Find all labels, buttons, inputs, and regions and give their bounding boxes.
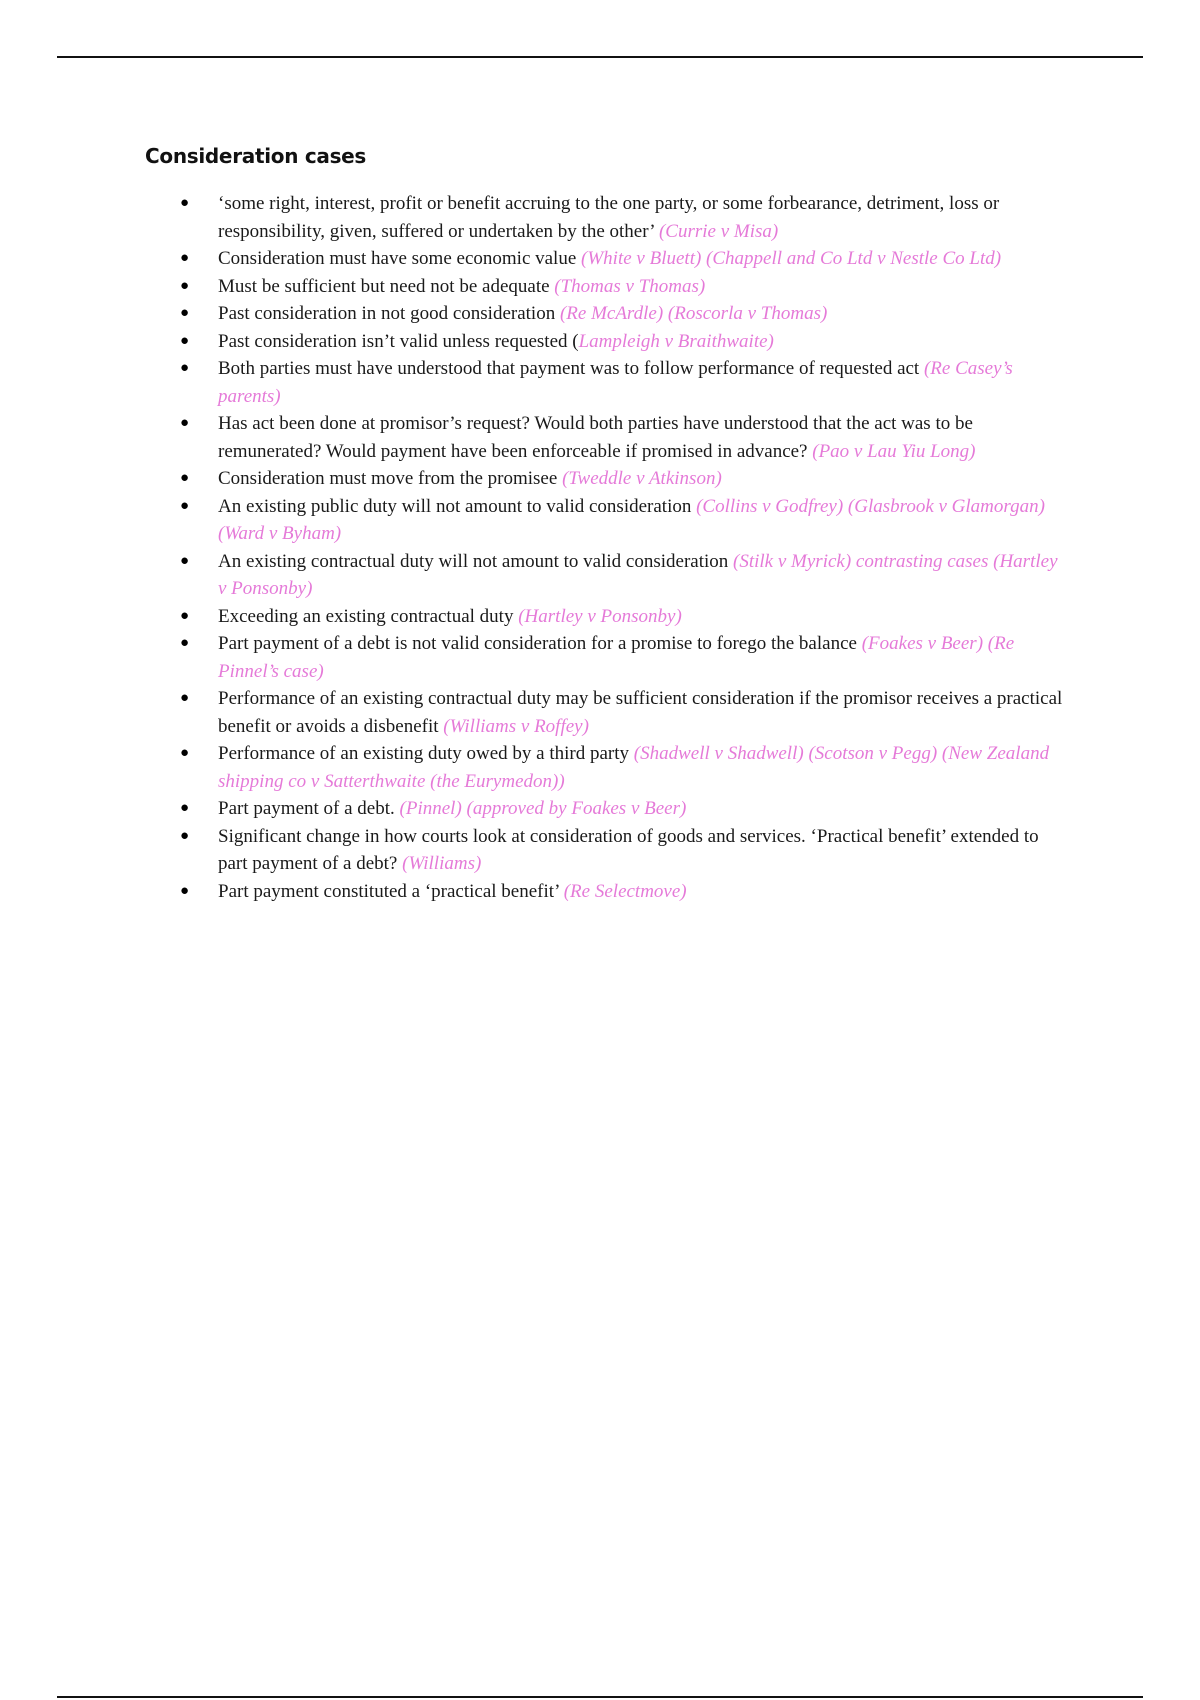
case-citation: (Stilk v Myrick) contrasting cases (Hartley v Ponsonby) (218, 550, 1058, 599)
item-text: Past consideration isn’t valid unless requested ( (218, 330, 579, 352)
list-item (145, 878, 1065, 906)
list-item (145, 548, 1065, 603)
list-item (145, 410, 1065, 465)
bullet-icon: ● (180, 635, 190, 651)
case-citation: (Pinnel) (approved by Foakes v Beer) (399, 798, 687, 819)
item-text: An existing public duty will not amount to valid consideration (218, 495, 697, 517)
item-text: Performance of an existing contractual duty may be sufficient consideration if the promisor receives a practical benefit or avoids a disbenefit (218, 688, 1063, 737)
case-citation: (Re McArdle) (Roscorla v Thomas) (559, 303, 828, 324)
bullet-icon: ● (180, 415, 190, 431)
list-item (145, 190, 1065, 245)
case-citation: (Re Casey’s parents) (218, 358, 1013, 407)
bullet-icon: ● (180, 497, 190, 514)
list-item (145, 465, 1065, 493)
list-item (145, 823, 1065, 878)
bullet-icon: ● (180, 305, 190, 321)
bullet-icon: ● (180, 745, 190, 761)
item-text: Performance of an existing duty owed by a third party (218, 743, 634, 764)
case-citation: (Currie v Misa) (658, 220, 779, 242)
case-citation: (Thomas v Thomas) (554, 275, 706, 297)
item-text: An existing contractual duty will not amount to valid consideration (218, 550, 734, 572)
item-text: Part payment of a debt is not valid consideration for a promise to forego the balance (218, 633, 862, 654)
list-item (145, 273, 1065, 301)
bullet-icon: ● (180, 332, 190, 349)
list-item (145, 300, 1065, 328)
case-citation: (Tweddle v Atkinson) (562, 468, 722, 489)
item-text: Part payment constituted a ‘practical benefit’ (218, 880, 564, 902)
bullet-icon: ● (180, 195, 190, 211)
bullet-icon: ● (180, 250, 190, 266)
bullet-icon: ● (180, 882, 190, 899)
case-citation: (Collins v Godfrey) (Glasbrook v Glamorgan) (Ward v Byham) (218, 495, 1045, 544)
list-item (145, 685, 1065, 740)
item-text: Must be sufficient but need not be adequate (218, 275, 555, 297)
list-item (145, 603, 1065, 631)
item-text: Significant change in how courts look at consideration of goods and services. ‘Practical benefit’ extended to part payment of a debt? (218, 825, 1039, 874)
bullet-icon: ● (180, 277, 190, 294)
item-text: Both parties must have understood that payment was to follow performance of requested act (218, 358, 924, 379)
footer-rule (57, 1696, 1143, 1698)
case-citation: (White v Bluett) (Chappell and Co Ltd v Nestle Co Ltd) (581, 248, 1002, 269)
bullet-icon: ● (180, 607, 190, 624)
header-rule (57, 56, 1143, 58)
case-citation: Lampleigh v Braithwaite) (578, 330, 774, 352)
case-citation: (Foakes v Beer) (Re Pinnel’s case) (218, 633, 1015, 682)
list-item (145, 328, 1065, 356)
bullet-icon: ● (180, 470, 190, 486)
item-text: Consideration must have some economic value (218, 248, 582, 269)
item-text: Exceeding an existing contractual duty (218, 605, 519, 627)
list-item (145, 795, 1065, 823)
item-text: Past consideration in not good consideration (218, 303, 560, 324)
bullet-icon: ● (180, 800, 190, 816)
item-text: ‘some right, interest, profit or benefit accruing to the one party, or some forbearance, detriment, loss or responsibility, given, suffered or undertaken by the other’ (218, 193, 1000, 242)
document-body (145, 144, 1065, 905)
list-item (145, 493, 1065, 548)
case-citation: (Re Selectmove) (563, 880, 687, 902)
list-item (145, 355, 1065, 410)
document-title: Consideration cases (145, 144, 367, 168)
case-list (145, 190, 1065, 905)
case-citation: (Williams) (402, 853, 482, 874)
item-text: Consideration must move from the promisee (218, 468, 563, 489)
case-citation: (Williams v Roffey) (443, 715, 589, 737)
case-citation: (Pao v Lau Yiu Long) (812, 440, 976, 462)
case-citation: (Hartley v Ponsonby) (518, 605, 682, 627)
list-item (145, 740, 1065, 795)
bullet-icon: ● (180, 360, 190, 376)
item-text: Has act been done at promisor’s request? Would both parties have understood that the act was to be remunerated? Would payment have been enforceable if promised in advance? (218, 413, 973, 462)
case-citation: (Shadwell v Shadwell) (Scotson v Pegg) (New Zealand shipping co v Satterthwaite (the Eurymedon)) (218, 743, 1050, 792)
item-text: Part payment of a debt. (218, 798, 400, 819)
bullet-icon: ● (180, 690, 190, 706)
list-item (145, 630, 1065, 685)
list-item (145, 245, 1065, 273)
bullet-icon: ● (180, 552, 190, 569)
bullet-icon: ● (180, 827, 190, 844)
